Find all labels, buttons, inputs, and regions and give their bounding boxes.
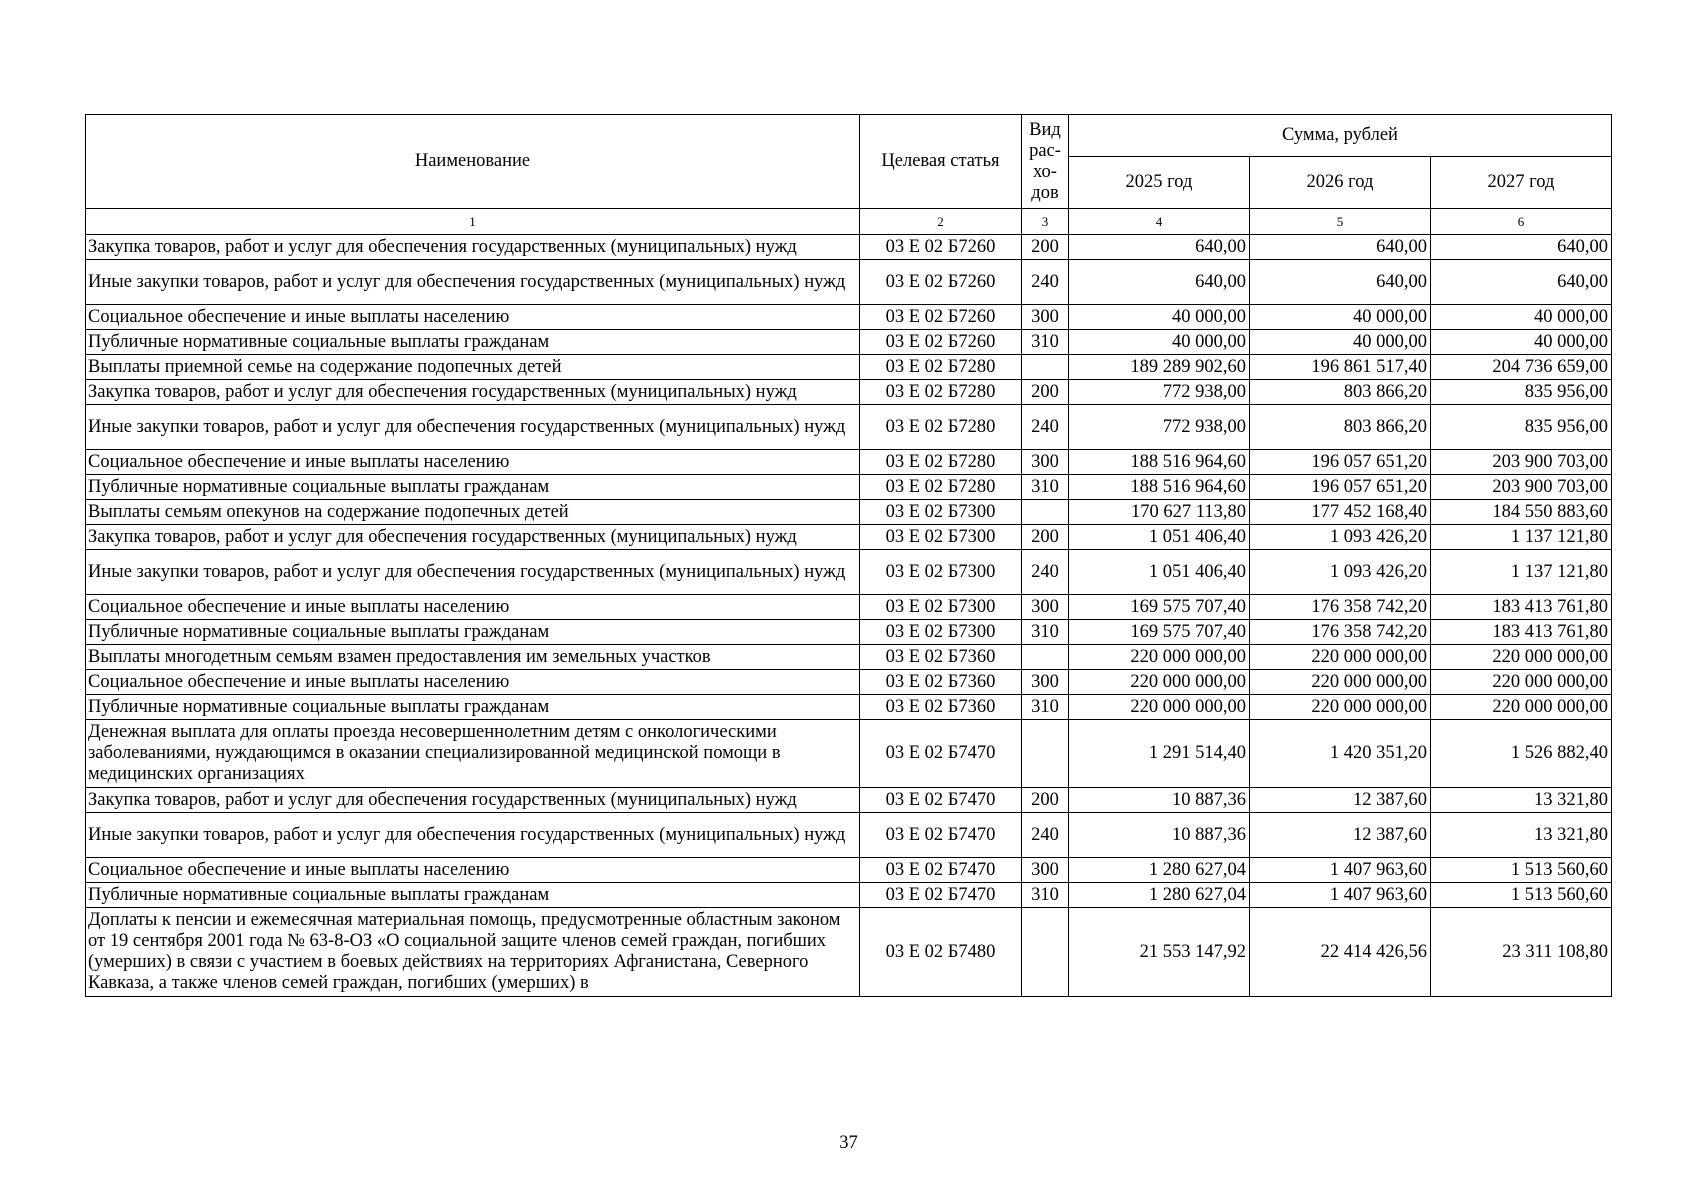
row-amount-2026: 220 000 000,00 xyxy=(1250,645,1431,670)
table-row xyxy=(86,883,1612,908)
row-target-article: 03 Е 02 Б7300 xyxy=(860,500,1022,525)
header-sum: Сумма, рублей xyxy=(1069,115,1612,157)
column-number: 1 xyxy=(86,209,860,235)
row-amount-2026: 196 861 517,40 xyxy=(1250,355,1431,380)
table-row xyxy=(86,525,1612,550)
row-name: Закупка товаров, работ и услуг для обеспечения государственных (муниципальных) нужд xyxy=(86,525,860,550)
row-target-article: 03 Е 02 Б7360 xyxy=(860,645,1022,670)
table-row xyxy=(86,235,1612,260)
row-amount-2026: 220 000 000,00 xyxy=(1250,670,1431,695)
row-name: Социальное обеспечение и иные выплаты населению xyxy=(86,595,860,620)
row-name: Денежная выплата для оплаты проезда несовершеннолетним детям с онкологическими заболеваниями, нуждающимся в оказании специализированной медицинской помощи в медицинских организациях xyxy=(86,720,860,788)
row-amount-2027: 184 550 883,60 xyxy=(1431,500,1612,525)
row-target-article: 03 Е 02 Б7280 xyxy=(860,450,1022,475)
table-row xyxy=(86,645,1612,670)
row-amount-2026: 22 414 426,56 xyxy=(1250,908,1431,997)
row-expense-type: 300 xyxy=(1022,858,1069,883)
row-expense-type: 310 xyxy=(1022,475,1069,500)
row-target-article: 03 Е 02 Б7300 xyxy=(860,525,1022,550)
row-amount-2025: 220 000 000,00 xyxy=(1069,670,1250,695)
row-amount-2025: 169 575 707,40 xyxy=(1069,620,1250,645)
row-target-article: 03 Е 02 Б7260 xyxy=(860,305,1022,330)
row-amount-2027: 1 513 560,60 xyxy=(1431,858,1612,883)
table-row xyxy=(86,405,1612,450)
row-name: Закупка товаров, работ и услуг для обеспечения государственных (муниципальных) нужд xyxy=(86,380,860,405)
row-target-article: 03 Е 02 Б7360 xyxy=(860,695,1022,720)
row-amount-2027: 1 137 121,80 xyxy=(1431,550,1612,595)
row-amount-2025: 10 887,36 xyxy=(1069,788,1250,813)
budget-table xyxy=(85,114,1612,997)
row-expense-type: 200 xyxy=(1022,525,1069,550)
row-amount-2027: 220 000 000,00 xyxy=(1431,670,1612,695)
row-target-article: 03 Е 02 Б7470 xyxy=(860,858,1022,883)
row-name: Доплаты к пенсии и ежемесячная материальная помощь, предусмотренные областным законом от 19 сентября 2001 года № 63-8-ОЗ «О социальной защите членов семей граждан, погибших (умерших) в связи с участием в боевых действиях на территориях Афганистана, Северного Кавказа, а также членов семей граждан, погибших (умерших) в xyxy=(86,908,860,997)
row-name: Закупка товаров, работ и услуг для обеспечения государственных (муниципальных) нужд xyxy=(86,788,860,813)
row-name: Социальное обеспечение и иные выплаты населению xyxy=(86,450,860,475)
row-expense-type xyxy=(1022,720,1069,788)
row-amount-2025: 772 938,00 xyxy=(1069,380,1250,405)
row-name: Социальное обеспечение и иные выплаты населению xyxy=(86,858,860,883)
row-amount-2026: 1 093 426,20 xyxy=(1250,550,1431,595)
row-amount-2026: 196 057 651,20 xyxy=(1250,475,1431,500)
column-number: 2 xyxy=(860,209,1022,235)
header-target-article: Целевая статья xyxy=(860,115,1022,209)
row-expense-type: 200 xyxy=(1022,235,1069,260)
row-amount-2027: 640,00 xyxy=(1431,235,1612,260)
row-name: Выплаты многодетным семьям взамен предоставления им земельных участков xyxy=(86,645,860,670)
row-name: Выплаты семьям опекунов на содержание подопечных детей xyxy=(86,500,860,525)
row-amount-2025: 169 575 707,40 xyxy=(1069,595,1250,620)
table-row xyxy=(86,450,1612,475)
row-amount-2027: 13 321,80 xyxy=(1431,813,1612,858)
row-amount-2027: 1 526 882,40 xyxy=(1431,720,1612,788)
row-amount-2025: 1 051 406,40 xyxy=(1069,550,1250,595)
row-amount-2027: 183 413 761,80 xyxy=(1431,595,1612,620)
row-amount-2027: 835 956,00 xyxy=(1431,380,1612,405)
row-name: Публичные нормативные социальные выплаты гражданам xyxy=(86,883,860,908)
row-amount-2025: 640,00 xyxy=(1069,235,1250,260)
row-expense-type: 300 xyxy=(1022,595,1069,620)
row-amount-2027: 13 321,80 xyxy=(1431,788,1612,813)
row-name: Иные закупки товаров, работ и услуг для обеспечения государственных (муниципальных) нужд xyxy=(86,260,860,305)
row-name: Иные закупки товаров, работ и услуг для обеспечения государственных (муниципальных) нужд xyxy=(86,550,860,595)
row-target-article: 03 Е 02 Б7260 xyxy=(860,260,1022,305)
row-expense-type: 310 xyxy=(1022,620,1069,645)
row-amount-2025: 772 938,00 xyxy=(1069,405,1250,450)
row-expense-type: 300 xyxy=(1022,450,1069,475)
row-amount-2026: 220 000 000,00 xyxy=(1250,695,1431,720)
row-amount-2026: 12 387,60 xyxy=(1250,813,1431,858)
row-amount-2026: 177 452 168,40 xyxy=(1250,500,1431,525)
row-amount-2026: 40 000,00 xyxy=(1250,305,1431,330)
table-body xyxy=(86,235,1612,997)
page-number: 37 xyxy=(839,1133,858,1153)
row-amount-2026: 1 407 963,60 xyxy=(1250,883,1431,908)
row-amount-2027: 40 000,00 xyxy=(1431,330,1612,355)
table-row xyxy=(86,330,1612,355)
row-target-article: 03 Е 02 Б7470 xyxy=(860,720,1022,788)
row-expense-type: 310 xyxy=(1022,883,1069,908)
row-amount-2025: 40 000,00 xyxy=(1069,330,1250,355)
row-target-article: 03 Е 02 Б7260 xyxy=(860,235,1022,260)
row-amount-2027: 203 900 703,00 xyxy=(1431,475,1612,500)
row-expense-type xyxy=(1022,500,1069,525)
row-target-article: 03 Е 02 Б7260 xyxy=(860,330,1022,355)
row-amount-2026: 176 358 742,20 xyxy=(1250,595,1431,620)
row-expense-type xyxy=(1022,908,1069,997)
table-row xyxy=(86,595,1612,620)
row-name: Публичные нормативные социальные выплаты гражданам xyxy=(86,330,860,355)
row-amount-2027: 1 513 560,60 xyxy=(1431,883,1612,908)
row-target-article: 03 Е 02 Б7300 xyxy=(860,550,1022,595)
row-expense-type: 200 xyxy=(1022,788,1069,813)
row-amount-2025: 1 280 627,04 xyxy=(1069,883,1250,908)
row-amount-2025: 220 000 000,00 xyxy=(1069,695,1250,720)
row-amount-2025: 220 000 000,00 xyxy=(1069,645,1250,670)
table-row xyxy=(86,670,1612,695)
row-target-article: 03 Е 02 Б7280 xyxy=(860,475,1022,500)
row-amount-2025: 189 289 902,60 xyxy=(1069,355,1250,380)
table-row xyxy=(86,260,1612,305)
row-amount-2025: 21 553 147,92 xyxy=(1069,908,1250,997)
row-expense-type xyxy=(1022,645,1069,670)
row-target-article: 03 Е 02 Б7300 xyxy=(860,595,1022,620)
table-row xyxy=(86,908,1612,997)
row-amount-2026: 640,00 xyxy=(1250,235,1431,260)
table-row xyxy=(86,695,1612,720)
table-row xyxy=(86,788,1612,813)
row-amount-2027: 183 413 761,80 xyxy=(1431,620,1612,645)
row-amount-2027: 203 900 703,00 xyxy=(1431,450,1612,475)
row-amount-2027: 1 137 121,80 xyxy=(1431,525,1612,550)
row-amount-2025: 1 291 514,40 xyxy=(1069,720,1250,788)
row-target-article: 03 Е 02 Б7280 xyxy=(860,355,1022,380)
row-target-article: 03 Е 02 Б7480 xyxy=(860,908,1022,997)
row-name: Иные закупки товаров, работ и услуг для обеспечения государственных (муниципальных) нужд xyxy=(86,405,860,450)
row-name: Социальное обеспечение и иные выплаты населению xyxy=(86,305,860,330)
row-amount-2025: 188 516 964,60 xyxy=(1069,450,1250,475)
row-amount-2025: 170 627 113,80 xyxy=(1069,500,1250,525)
row-amount-2027: 220 000 000,00 xyxy=(1431,695,1612,720)
row-expense-type: 310 xyxy=(1022,695,1069,720)
row-expense-type xyxy=(1022,355,1069,380)
row-expense-type: 300 xyxy=(1022,670,1069,695)
row-amount-2025: 10 887,36 xyxy=(1069,813,1250,858)
row-expense-type: 200 xyxy=(1022,380,1069,405)
row-name: Публичные нормативные социальные выплаты гражданам xyxy=(86,475,860,500)
row-amount-2025: 640,00 xyxy=(1069,260,1250,305)
table-row xyxy=(86,858,1612,883)
row-amount-2025: 188 516 964,60 xyxy=(1069,475,1250,500)
header-expense-type: Вид рас-хо-дов xyxy=(1022,115,1069,209)
column-number: 6 xyxy=(1431,209,1612,235)
table-row xyxy=(86,380,1612,405)
row-amount-2026: 1 420 351,20 xyxy=(1250,720,1431,788)
table-row xyxy=(86,355,1612,380)
row-amount-2026: 12 387,60 xyxy=(1250,788,1431,813)
row-target-article: 03 Е 02 Б7470 xyxy=(860,883,1022,908)
row-target-article: 03 Е 02 Б7280 xyxy=(860,380,1022,405)
row-target-article: 03 Е 02 Б7470 xyxy=(860,813,1022,858)
row-expense-type: 240 xyxy=(1022,550,1069,595)
row-target-article: 03 Е 02 Б7280 xyxy=(860,405,1022,450)
table-row xyxy=(86,475,1612,500)
header-year-2026: 2026 год xyxy=(1250,157,1431,209)
table-row xyxy=(86,500,1612,525)
row-amount-2026: 196 057 651,20 xyxy=(1250,450,1431,475)
row-amount-2025: 1 051 406,40 xyxy=(1069,525,1250,550)
row-target-article: 03 Е 02 Б7360 xyxy=(860,670,1022,695)
row-name: Публичные нормативные социальные выплаты гражданам xyxy=(86,620,860,645)
row-name: Закупка товаров, работ и услуг для обеспечения государственных (муниципальных) нужд xyxy=(86,235,860,260)
row-amount-2027: 220 000 000,00 xyxy=(1431,645,1612,670)
row-amount-2025: 1 280 627,04 xyxy=(1069,858,1250,883)
header-year-2025: 2025 год xyxy=(1069,157,1250,209)
table-row xyxy=(86,813,1612,858)
row-amount-2026: 1 093 426,20 xyxy=(1250,525,1431,550)
column-number: 5 xyxy=(1250,209,1431,235)
row-amount-2027: 835 956,00 xyxy=(1431,405,1612,450)
row-target-article: 03 Е 02 Б7300 xyxy=(860,620,1022,645)
row-name: Иные закупки товаров, работ и услуг для обеспечения государственных (муниципальных) нужд xyxy=(86,813,860,858)
row-amount-2025: 40 000,00 xyxy=(1069,305,1250,330)
row-amount-2026: 1 407 963,60 xyxy=(1250,858,1431,883)
header-name: Наименование xyxy=(86,115,860,209)
table-row xyxy=(86,720,1612,788)
row-name: Публичные нормативные социальные выплаты гражданам xyxy=(86,695,860,720)
column-number: 4 xyxy=(1069,209,1250,235)
row-expense-type: 240 xyxy=(1022,813,1069,858)
row-name: Выплаты приемной семье на содержание подопечных детей xyxy=(86,355,860,380)
row-amount-2026: 803 866,20 xyxy=(1250,405,1431,450)
row-amount-2026: 803 866,20 xyxy=(1250,380,1431,405)
row-expense-type: 310 xyxy=(1022,330,1069,355)
table-row xyxy=(86,550,1612,595)
row-name: Социальное обеспечение и иные выплаты населению xyxy=(86,670,860,695)
row-expense-type: 240 xyxy=(1022,405,1069,450)
column-number: 3 xyxy=(1022,209,1069,235)
row-amount-2027: 40 000,00 xyxy=(1431,305,1612,330)
row-amount-2027: 204 736 659,00 xyxy=(1431,355,1612,380)
row-amount-2027: 640,00 xyxy=(1431,260,1612,305)
row-amount-2027: 23 311 108,80 xyxy=(1431,908,1612,997)
row-expense-type: 240 xyxy=(1022,260,1069,305)
row-amount-2026: 640,00 xyxy=(1250,260,1431,305)
table-row xyxy=(86,305,1612,330)
row-expense-type: 300 xyxy=(1022,305,1069,330)
row-amount-2026: 176 358 742,20 xyxy=(1250,620,1431,645)
header-year-2027: 2027 год xyxy=(1431,157,1612,209)
table-row xyxy=(86,620,1612,645)
row-amount-2026: 40 000,00 xyxy=(1250,330,1431,355)
row-target-article: 03 Е 02 Б7470 xyxy=(860,788,1022,813)
